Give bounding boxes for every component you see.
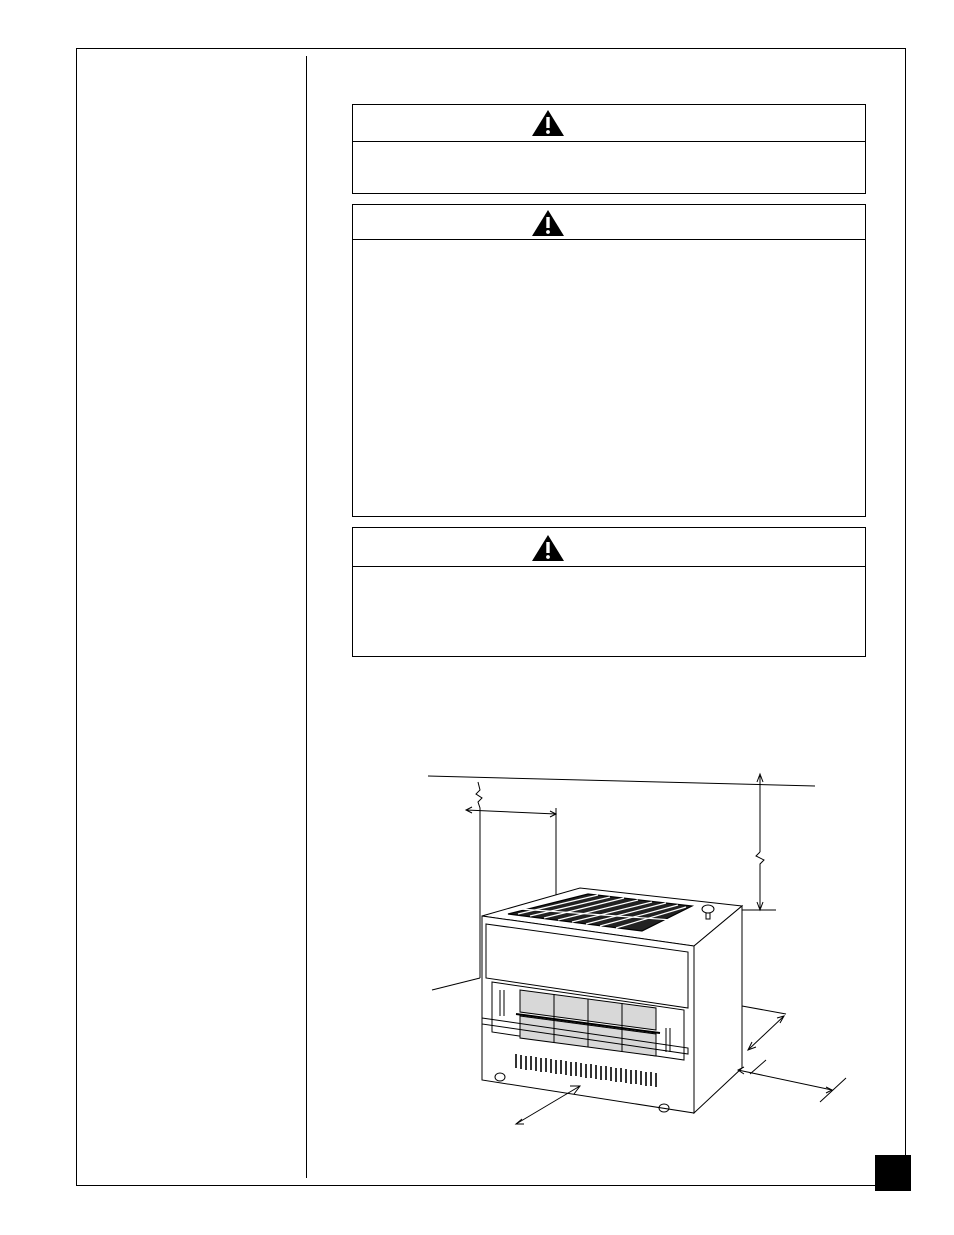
- page-tab: [875, 1155, 911, 1191]
- wall-corner-line: [476, 782, 482, 978]
- warning-box-1: [352, 104, 866, 194]
- warning-header-3: [353, 528, 865, 567]
- warning-box-3: [352, 527, 866, 657]
- warning-box-2: [352, 204, 866, 517]
- warning-triangle-icon: [531, 534, 565, 562]
- column-divider: [306, 56, 307, 1178]
- warning-triangle-icon: [531, 209, 565, 237]
- warning-header-1: [353, 105, 865, 142]
- floor-left-line: [432, 978, 480, 990]
- heater-clearance-illustration: [420, 768, 860, 1138]
- warning-triangle-icon: [531, 109, 565, 137]
- warning-header-2: [353, 205, 865, 240]
